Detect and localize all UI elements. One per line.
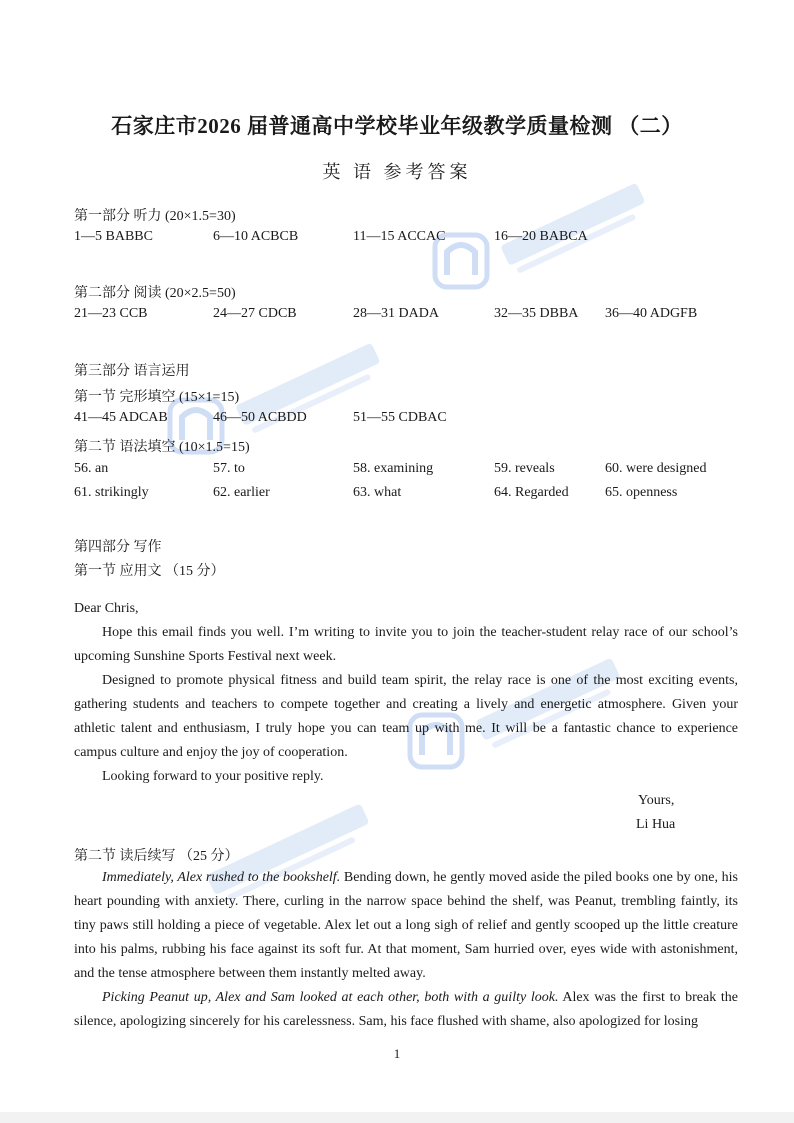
answer-group: 51—55 CDBAC bbox=[353, 410, 447, 425]
answer-group: 16—20 BABCA bbox=[494, 229, 588, 244]
page-number: 1 bbox=[393, 1046, 401, 1061]
answer-group: 32—35 DBBA bbox=[494, 306, 579, 321]
part1-heading: 第一部分 听力 (20×1.5=30) bbox=[74, 209, 236, 224]
footer-strip bbox=[0, 1112, 794, 1123]
answer-group: 11—15 ACCAC bbox=[353, 229, 446, 244]
answer-group: 21—23 CCB bbox=[74, 306, 148, 321]
letter-paragraph: Designed to promote physical fitness and build team spirit, the relay race is one of the most exciting events, gathering students and teachers to compete together and creating a lively and energetic atmosphere. Given your athletic talent and enthusiasm, I truly hope you can team up with me. It will be a fantastic chance to experience campus culture and enjoy the joy of cooperation. bbox=[74, 673, 738, 760]
page-title: 石家庄市2026 届普通高中学校毕业年级教学质量检测 （二） bbox=[111, 114, 683, 138]
answer-group: 46—50 ACBDD bbox=[213, 410, 307, 425]
answer-group: 6—10 ACBCB bbox=[213, 229, 299, 244]
grammar-answer: 58. examining bbox=[353, 461, 434, 476]
part4-section2-heading: 第二节 读后续写 （25 分） bbox=[74, 849, 239, 864]
letter-closing: Yours, bbox=[638, 793, 675, 808]
letter-greeting: Dear Chris, bbox=[74, 601, 139, 616]
story-lead-sentence: Picking Peanut up, Alex and Sam looked at each other, both with a guilty look. bbox=[102, 990, 559, 1005]
story-body: Alex was the first to break the silence, apologizing sincerely for his carelessness. Sam, his face flushed with shame, also apologized for losing bbox=[74, 990, 738, 1029]
part4-heading: 第四部分 写作 bbox=[74, 540, 162, 555]
part2-heading: 第二部分 阅读 (20×2.5=50) bbox=[74, 286, 236, 301]
grammar-answer: 60. were designed bbox=[605, 461, 707, 476]
part1-answers bbox=[0, 229, 794, 249]
part3-section2-row2 bbox=[0, 485, 794, 505]
part3-section2-row1 bbox=[0, 461, 794, 481]
grammar-answer: 56. an bbox=[74, 461, 109, 476]
part3-heading: 第三部分 语言运用 bbox=[74, 364, 190, 379]
part2-answers bbox=[0, 306, 794, 326]
grammar-answer: 57. to bbox=[213, 461, 245, 476]
answer-group: 24—27 CDCB bbox=[213, 306, 297, 321]
grammar-answer: 61. strikingly bbox=[74, 485, 149, 500]
grammar-answer: 64. Regarded bbox=[494, 485, 569, 500]
part4-section1-heading: 第一节 应用文 （15 分） bbox=[74, 564, 225, 579]
grammar-answer: 59. reveals bbox=[494, 461, 555, 476]
part3-section2-heading: 第二节 语法填空 (10×1.5=15) bbox=[74, 440, 250, 455]
answer-group: 41—45 ADCAB bbox=[74, 410, 168, 425]
letter-paragraph: Hope this email finds you well. I’m writing to invite you to join the teacher-student relay race of our school’s upcoming Sunshine Sports Festival next week. bbox=[74, 625, 738, 664]
story-lead-sentence: Immediately, Alex rushed to the bookshelf. bbox=[102, 870, 341, 885]
answer-group: 36—40 ADGFB bbox=[605, 306, 698, 321]
grammar-answer: 62. earlier bbox=[213, 485, 270, 500]
story-paragraph bbox=[74, 866, 738, 986]
grammar-answer: 65. openness bbox=[605, 485, 678, 500]
part3-section1-heading: 第一节 完形填空 (15×1=15) bbox=[74, 390, 240, 405]
answer-group: 28—31 DADA bbox=[353, 306, 439, 321]
letter-signature: Li Hua bbox=[636, 817, 676, 832]
page-subtitle: 英 语 参考答案 bbox=[322, 162, 472, 182]
story-paragraph bbox=[74, 986, 738, 1034]
grammar-answer: 63. what bbox=[353, 485, 402, 500]
story-body: Bending down, he gently moved aside the piled books one by one, his heart pounding with anxiety. There, curling in the narrow space behind the shelf, was Peanut, trembling faintly, its tiny paws still holding a piece of vegetable. Alex let out a long sigh of relief and gently scooped up the little creature into his palms, rubbing his face against its soft fur. At that moment, Sam hurried over, eyes wide with astonishment, and the tense atmosphere between them instantly melted away. bbox=[74, 870, 738, 981]
answer-group: 1—5 BABBC bbox=[74, 229, 153, 244]
letter-paragraph: Looking forward to your positive reply. bbox=[102, 769, 324, 784]
part3-section1-answers bbox=[0, 410, 794, 430]
